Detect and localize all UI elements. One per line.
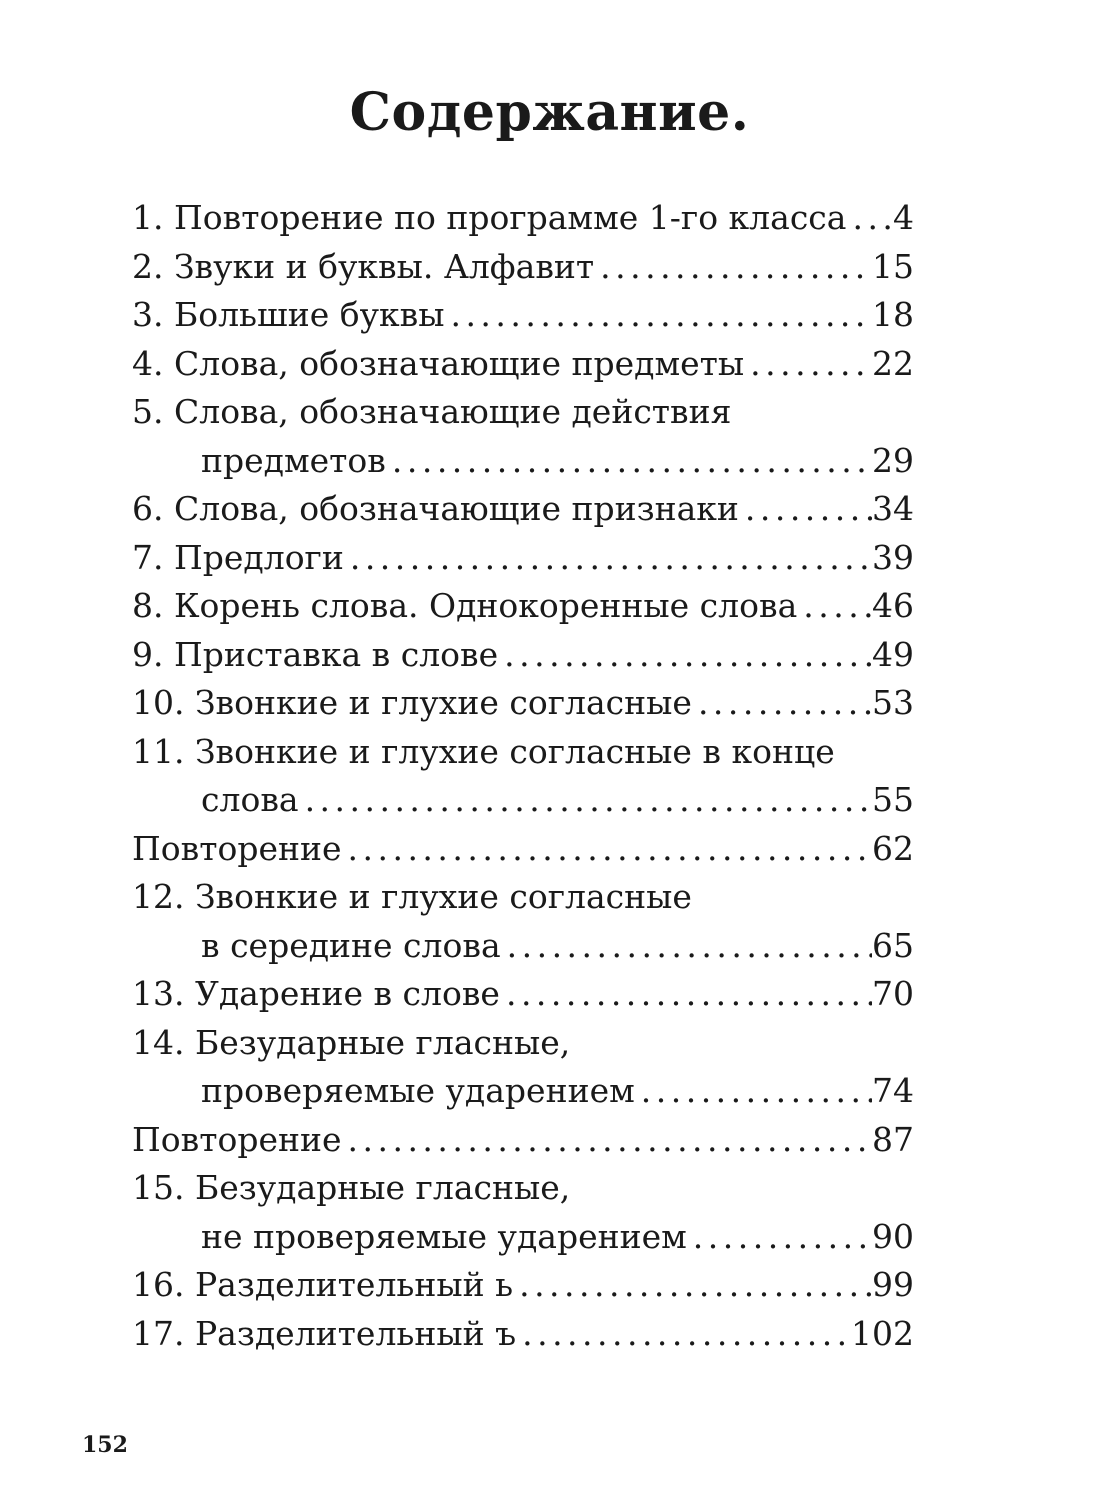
toc-entry	[132, 291, 914, 340]
toc-entry-page: 90	[872, 1216, 914, 1256]
toc-entry	[132, 873, 914, 970]
page-title: Содержание.	[349, 82, 750, 143]
toc-entry	[132, 631, 914, 680]
toc-entry-page: 102	[851, 1313, 914, 1353]
dot-leader	[594, 243, 872, 292]
toc-entry-page: 39	[872, 537, 914, 577]
toc-entry-page: 55	[872, 780, 914, 819]
toc-entry-page: 62	[872, 828, 914, 868]
dot-leader	[342, 825, 872, 874]
dot-leader	[498, 631, 872, 680]
toc-entry-page: 34	[872, 489, 914, 528]
toc-entry	[132, 825, 914, 874]
toc-entry-title: 15. Безударные гласные,	[132, 1168, 571, 1207]
dot-leader	[344, 534, 872, 583]
table-of-contents	[132, 194, 914, 1358]
toc-entry	[132, 679, 914, 728]
dot-leader	[513, 1261, 872, 1310]
dot-leader	[846, 194, 893, 243]
toc-entry-page: 87	[872, 1119, 914, 1159]
toc-entry	[132, 340, 914, 389]
dot-leader	[744, 340, 872, 389]
dot-leader	[299, 776, 872, 825]
toc-entry-title: 14. Безударные гласные,	[132, 1022, 571, 1062]
toc-entry-title: 5. Слова, обозначающие действия	[132, 392, 732, 431]
dot-leader	[500, 970, 872, 1019]
toc-entry-title-continued: предметов	[201, 440, 386, 480]
toc-entry-page: 29	[872, 440, 914, 480]
toc-entry-title: Повторение	[132, 1119, 342, 1159]
toc-entry-title: 16. Разделительный ь	[132, 1265, 514, 1304]
dot-leader	[501, 922, 872, 971]
toc-entry-page: 18	[872, 295, 914, 334]
toc-entry	[132, 1310, 914, 1359]
toc-entry-title: Повторение	[132, 828, 342, 868]
dot-leader	[739, 485, 872, 534]
dot-leader	[797, 582, 872, 631]
toc-entry-title: 17. Разделительный ъ	[132, 1313, 517, 1353]
toc-entry-title: 7. Предлоги	[132, 537, 344, 577]
toc-entry	[132, 243, 914, 292]
dot-leader	[342, 1116, 872, 1165]
toc-entry-title: 10. Звонкие и глухие согласные	[132, 683, 692, 722]
toc-entry-page: 70	[872, 974, 914, 1013]
toc-entry-page: 49	[872, 634, 914, 674]
toc-entry-page: 15	[872, 246, 914, 286]
toc-entry	[132, 534, 914, 583]
dot-leader	[635, 1067, 872, 1116]
dot-leader	[386, 437, 872, 486]
toc-entry	[132, 1019, 914, 1116]
toc-entry-title-continued: в середине слова	[201, 925, 501, 965]
toc-entry-title: 12. Звонкие и глухие согласные	[132, 877, 692, 916]
toc-entry	[132, 728, 914, 825]
dot-leader	[516, 1310, 851, 1359]
toc-entry	[132, 970, 914, 1019]
dot-leader	[692, 679, 872, 728]
toc-entry-title: 4. Слова, обозначающие предметы	[132, 343, 745, 383]
toc-entry-title: 3. Большие буквы	[132, 295, 445, 334]
toc-entry	[132, 1164, 914, 1261]
dot-leader	[687, 1213, 872, 1262]
toc-entry-page: 22	[872, 343, 914, 383]
toc-entry-title: 11. Звонкие и глухие согласные в конце	[132, 731, 835, 771]
toc-entry-title: 6. Слова, обозначающие признаки	[132, 489, 739, 528]
toc-entry	[132, 582, 914, 631]
toc-entry-title: 2. Звуки и буквы. Алфавит	[132, 246, 595, 286]
toc-entry-title: 13. Ударение в слове	[132, 974, 500, 1013]
toc-entry-page: 4	[893, 198, 914, 237]
toc-entry-title: 1. Повторение по программе 1-го класса	[132, 198, 847, 237]
toc-entry-title-continued: не проверяемые ударением	[201, 1216, 687, 1256]
toc-entry-page: 99	[872, 1265, 914, 1304]
toc-entry-title-continued: проверяемые ударением	[201, 1071, 635, 1110]
toc-entry-page: 65	[872, 925, 914, 965]
toc-entry-page: 46	[872, 586, 914, 625]
dot-leader	[444, 291, 872, 340]
toc-entry	[132, 1116, 914, 1165]
toc-entry-title: 8. Корень слова. Однокоренные слова	[132, 586, 798, 625]
page-number: 152	[82, 1432, 128, 1458]
toc-entry	[132, 1261, 914, 1310]
toc-entry	[132, 485, 914, 534]
toc-entry-page: 74	[872, 1071, 914, 1110]
toc-entry	[132, 194, 914, 243]
toc-entry-title: 9. Приставка в слове	[132, 634, 499, 674]
toc-entry	[132, 388, 914, 485]
toc-entry-title-continued: слова	[201, 780, 299, 819]
toc-entry-page: 53	[872, 683, 914, 722]
